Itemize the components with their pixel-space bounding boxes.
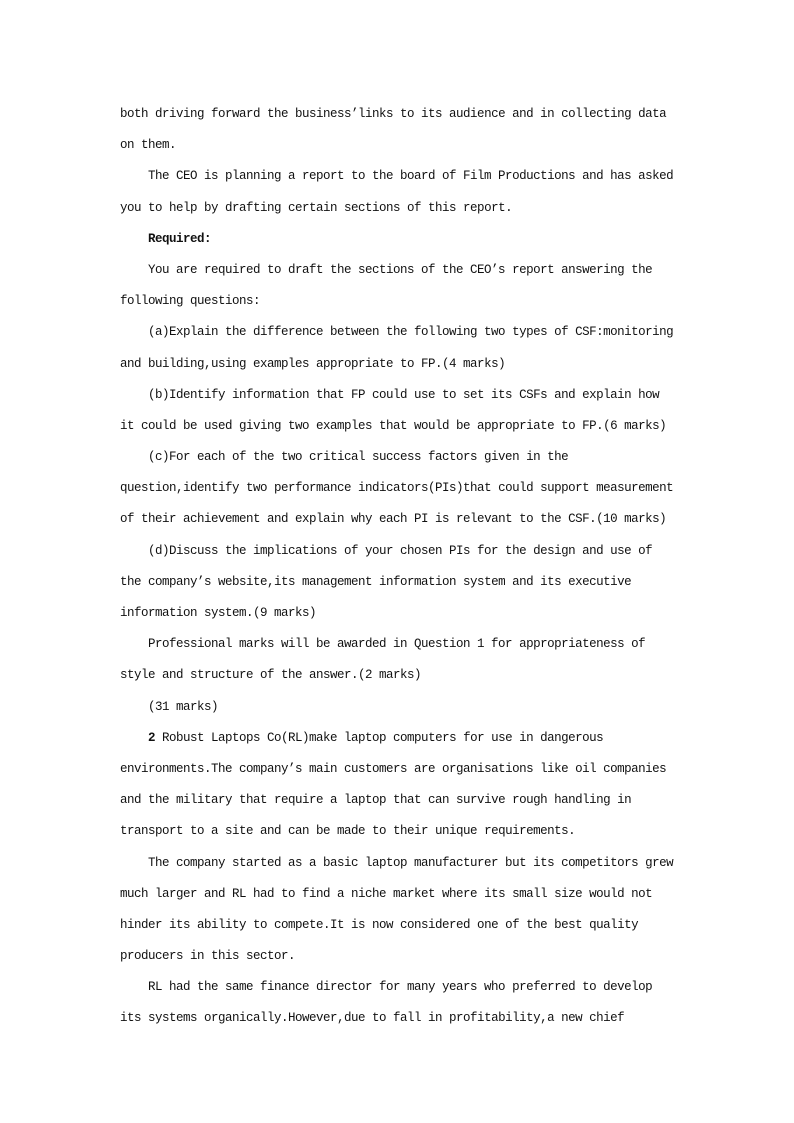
total-marks: (31 marks) [148, 699, 219, 714]
text-line: much larger and RL had to find a niche market where its small size would not [120, 886, 653, 901]
text-line: producers in this sector. [120, 949, 296, 964]
paragraph-instruction [120, 255, 740, 317]
text-line: both driving forward the business’links to its audience and in collecting data [120, 107, 667, 121]
text-line [120, 723, 740, 754]
text-line: The CEO is planning a report to the board of Film Productions and has asked [148, 169, 674, 184]
required-heading: Required: [148, 231, 212, 246]
question-number: 2 [148, 730, 156, 745]
question-part-c [120, 442, 740, 536]
text-line: of their achievement and explain why each PI is relevant to the CSF.(10 marks) [120, 512, 667, 527]
text-line: and the military that require a laptop that can survive rough handling in [120, 793, 632, 808]
text-line: its systems organically.However,due to fall in profitability,a new chief [120, 1011, 625, 1026]
question-2 [120, 723, 740, 1035]
q2-paragraph-3 [120, 972, 740, 1034]
text-line: question,identify two performance indicators(PIs)that could support measurement [120, 481, 674, 496]
paragraph-professional-marks [120, 629, 740, 691]
question-part-d [120, 536, 740, 630]
text-line: environments.The company’s main customers are organisations like oil companies [120, 761, 667, 776]
paragraph-intro-end [120, 99, 740, 161]
text-span: Robust Laptops Co(RL)make laptop computers for use in dangerous [155, 730, 604, 745]
text-line: (d)Discuss the implications of your chosen PIs for the design and use of [148, 543, 653, 558]
page-body [120, 99, 740, 1035]
text-line: information system.(9 marks) [120, 606, 317, 620]
paragraph-ceo-request [120, 161, 740, 223]
text-line: transport to a site and can be made to their unique requirements. [120, 824, 576, 839]
text-line: RL had the same finance director for many years who preferred to develop [148, 980, 653, 995]
question-part-b [120, 380, 740, 442]
text-line: you to help by drafting certain sections of this report. [120, 200, 513, 215]
text-line: Professional marks will be awarded in Question 1 for appropriateness of [148, 637, 646, 652]
text-line: and building,using examples appropriate to FP.(4 marks) [120, 356, 506, 371]
text-line: it could be used giving two examples that would be appropriate to FP.(6 marks) [120, 418, 667, 433]
q2-paragraph-1 [120, 723, 740, 848]
text-line: You are required to draft the sections of the CEO’s report answering the [148, 262, 653, 277]
text-line: hinder its ability to compete.It is now considered one of the best quality [120, 917, 639, 932]
text-line: (a)Explain the difference between the following two types of CSF:monitoring [148, 325, 674, 340]
q2-paragraph-2 [120, 848, 740, 973]
text-line: (c)For each of the two critical success factors given in the [148, 450, 569, 465]
text-line: the company’s website,its management information system and its executive [120, 574, 632, 589]
text-line: following questions: [120, 294, 261, 309]
question-part-a [120, 317, 740, 379]
text-line: style and structure of the answer.(2 marks) [120, 668, 422, 683]
text-line: (b)Identify information that FP could use to set its CSFs and explain how [148, 387, 660, 402]
text-line: The company started as a basic laptop manufacturer but its competitors grew [148, 855, 674, 870]
text-line: on them. [120, 138, 177, 153]
